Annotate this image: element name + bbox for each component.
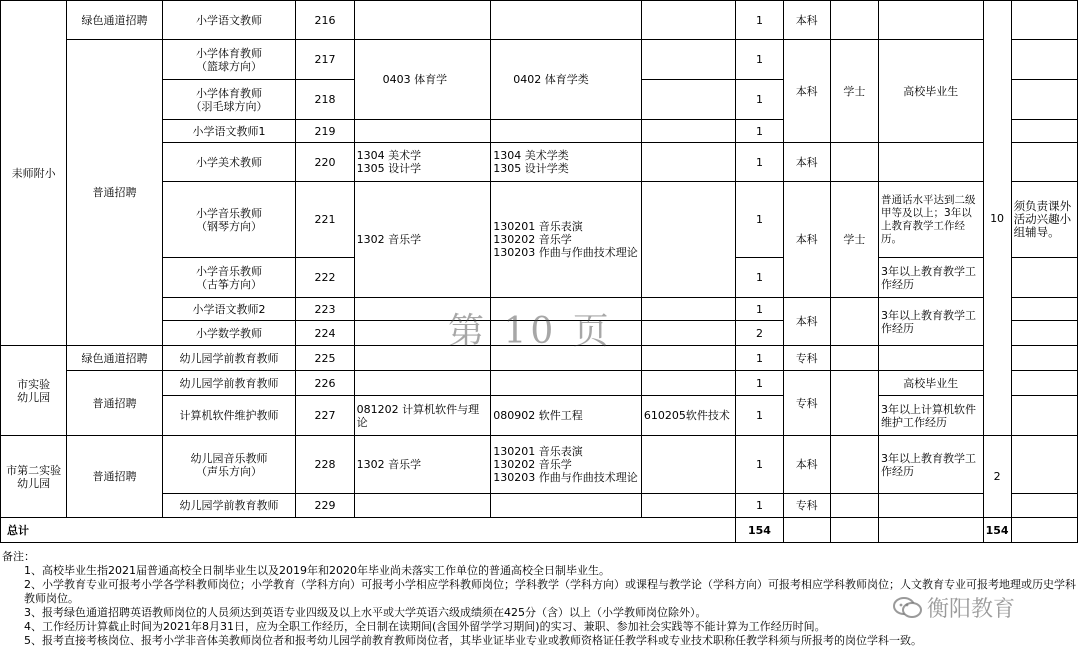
note-item: 4、工作经历计算截止时间为2021年8月31日，应为全职工作经历，全日制在读期间(含国外留学学习期间)的实习、兼职、参加社会实践等不能计算为工作经历时间。 [24,620,826,633]
code-cell: 225 [296,346,354,371]
education-cell: 专科 [783,346,830,371]
pathway-cell: 绿色通道招聘 [67,346,162,371]
code-cell: 219 [296,120,354,143]
code-cell: 221 [296,182,354,258]
unit-total-cell: 10 [983,1,1011,436]
degree-cell [830,1,878,40]
other-cell: 高校毕业生 [879,40,983,143]
code-cell: 222 [296,258,354,298]
code-cell: 224 [296,321,354,346]
code-cell: 226 [296,371,354,396]
total-cell [783,518,830,543]
note-item: 5、报考直接考核岗位、报考小学非音体美教师岗位者和报考幼儿园学前教育教师岗位者，其毕业证毕业专业或教师资格证任教学科或专业技术职称任教学科须与所报考的岗位学科一致。 [24,634,922,647]
major-cell [354,1,491,40]
education-cell: 本科 [783,40,830,143]
other-cell: 3年以上教育教学工作经历 [879,298,983,346]
pathway-cell: 普通招聘 [67,40,162,346]
major-cell: 1304 美术学类 1305 设计学类 [491,143,642,182]
major-cell: 1304 美术学 1305 设计学 [354,143,491,182]
code-cell: 227 [296,396,354,436]
other-cell: 3年以上教育教学工作经历 [879,436,983,494]
post-cell: 幼儿园学前教育教师 [162,371,296,396]
notes-block [2,550,1078,648]
count-cell: 1 [736,80,783,120]
code-cell: 217 [296,40,354,80]
major-cell [491,371,642,396]
remark-cell [1011,494,1077,518]
count-cell: 1 [736,346,783,371]
post-cell: 小学数学教师 [162,321,296,346]
code-cell: 220 [296,143,354,182]
code-cell: 228 [296,436,354,494]
count-cell: 1 [736,143,783,182]
major-cell: 130201 音乐表演 130202 音乐学 130203 作曲与作曲技术理论 [491,182,642,298]
remark-cell [1011,120,1077,143]
major-cell: 1302 音乐学 [354,182,491,298]
major-cell [641,143,735,182]
total-label: 总计 [1,518,736,543]
major-cell: 130201 音乐表演 130202 音乐学 130203 作曲与作曲技术理论 [491,436,642,494]
remark-cell [1011,258,1077,298]
note-item: 2、小学教育专业可报考小学各学科教师岗位；小学教育（学科方向）可报考小学相应学科教师岗位；学科教学（学科方向）或课程与教学论（学科方向）可报考相应学科教师岗位；人文教育专业可报考地理或历史学科教师岗位。 [24,578,1076,605]
post-cell: 小学美术教师 [162,143,296,182]
table-row [1,40,1078,80]
education-cell: 本科 [783,436,830,494]
total-sum: 154 [983,518,1011,543]
degree-cell [830,143,878,182]
count-cell: 1 [736,182,783,258]
count-cell: 1 [736,494,783,518]
major-cell [641,298,735,321]
post-cell: 小学语文教师1 [162,120,296,143]
other-cell: 高校毕业生 [879,371,983,396]
education-cell: 专科 [783,494,830,518]
table-row [1,298,1078,321]
count-cell: 1 [736,258,783,298]
major-cell [641,494,735,518]
major-cell: 080902 软件工程 [491,396,642,436]
major-cell: 081202 计算机软件与理论 [354,396,491,436]
education-cell: 本科 [783,1,830,40]
total-cell [879,518,983,543]
major-cell [641,436,735,494]
post-cell: 小学语文教师 [162,1,296,40]
unit-total-cell: 2 [983,436,1011,518]
count-cell: 1 [736,396,783,436]
post-cell: 小学体育教师 （篮球方向） [162,40,296,80]
major-cell [354,371,491,396]
major-cell [491,321,642,346]
post-cell: 小学音乐教师 （钢琴方向） [162,182,296,258]
table-row [1,371,1078,396]
major-cell [354,298,491,321]
major-cell [354,346,491,371]
pathway-cell: 普通招聘 [67,436,162,518]
degree-cell [830,346,878,371]
degree-cell: 学士 [830,182,878,298]
post-cell: 幼儿园音乐教师 （声乐方向） [162,436,296,494]
major-cell [641,120,735,143]
remark-cell [1011,436,1077,494]
other-cell [879,1,983,40]
degree-cell [830,371,878,436]
degree-cell [830,494,878,518]
count-cell: 1 [736,298,783,321]
major-cell: 1302 音乐学 [354,436,491,494]
count-cell: 1 [736,40,783,80]
degree-cell: 学士 [830,40,878,143]
major-cell: 0402 体育学类 [491,40,642,120]
unit-name-cell: 市实验 幼儿园 [1,346,67,436]
major-cell [491,120,642,143]
post-cell: 小学音乐教师 （古筝方向） [162,258,296,298]
count-cell: 1 [736,1,783,40]
table-row [1,396,1078,436]
table-row [1,436,1078,494]
other-cell [879,346,983,371]
post-cell: 小学体育教师 （羽毛球方向） [162,80,296,120]
major-cell [491,1,642,40]
degree-cell [830,436,878,494]
total-row [1,518,1078,543]
major-cell [641,182,735,298]
major-cell [641,80,735,120]
other-cell: 3年以上计算机软件维护工作经历 [879,396,983,436]
major-cell [641,321,735,346]
remark-cell [1011,40,1077,80]
major-cell [641,346,735,371]
note-item: 3、报考绿色通道招聘英语教师岗位的人员须达到英语专业四级及以上水平或大学英语六级成绩须在425分（含）以上（小学教师岗位除外）。 [24,606,707,619]
post-cell: 幼儿园学前教育教师 [162,346,296,371]
other-cell: 普通话水平达到二级甲等及以上；3年以上教育教学工作经历。 [879,182,983,258]
unit-name-cell: 市第二实验 幼儿园 [1,436,67,518]
pathway-cell: 普通招聘 [67,371,162,436]
remark-cell [1011,143,1077,182]
post-cell: 计算机软件维护教师 [162,396,296,436]
major-cell [641,40,735,80]
major-cell [354,494,491,518]
table-row [1,182,1078,258]
count-cell: 1 [736,371,783,396]
total-count: 154 [736,518,783,543]
total-cell [1011,518,1077,543]
major-cell [641,371,735,396]
pathway-cell: 绿色通道招聘 [67,1,162,40]
unit-name-cell: 耒师附小 [1,1,67,346]
table-row [1,346,1078,371]
major-cell [354,321,491,346]
notes-heading: 备注： [2,550,35,563]
education-cell: 本科 [783,298,830,346]
page-watermark: 第 10 页 [448,311,613,352]
education-cell: 专科 [783,371,830,436]
major-cell: 610205软件技术 [641,396,735,436]
count-cell: 1 [736,120,783,143]
brand-name: 衡阳教育 [927,597,1016,622]
code-cell: 223 [296,298,354,321]
other-cell: 3年以上教育教学工作经历 [879,258,983,298]
total-cell [830,518,878,543]
major-cell [354,120,491,143]
remark-cell [1011,346,1077,371]
major-cell: 0403 体育学 [354,40,491,120]
post-cell: 幼儿园学前教育教师 [162,494,296,518]
major-cell [641,1,735,40]
table-row [1,1,1078,40]
count-cell: 1 [736,436,783,494]
education-cell: 本科 [783,143,830,182]
remark-cell [1011,321,1077,346]
other-cell [879,494,983,518]
education-cell: 本科 [783,182,830,298]
remark-cell [1011,80,1077,120]
major-cell [491,494,642,518]
code-cell: 216 [296,1,354,40]
code-cell: 229 [296,494,354,518]
note-item: 1、高校毕业生指2021届普通高校全日制毕业生以及2019年和2020年毕业尚未落实工作单位的普通高校全日制毕业生。 [24,564,610,577]
code-cell: 218 [296,80,354,120]
other-cell [879,143,983,182]
post-cell: 小学语文教师2 [162,298,296,321]
count-cell: 2 [736,321,783,346]
remark-cell: 须负责课外活动兴趣小组辅导。 [1011,182,1077,258]
degree-cell [830,298,878,346]
remark-cell [1011,371,1077,396]
major-cell [491,346,642,371]
remark-cell [1011,298,1077,321]
table-row [1,494,1078,518]
table-row [1,143,1078,182]
remark-cell [1011,1,1077,40]
remark-cell [1011,396,1077,436]
major-cell [491,298,642,321]
